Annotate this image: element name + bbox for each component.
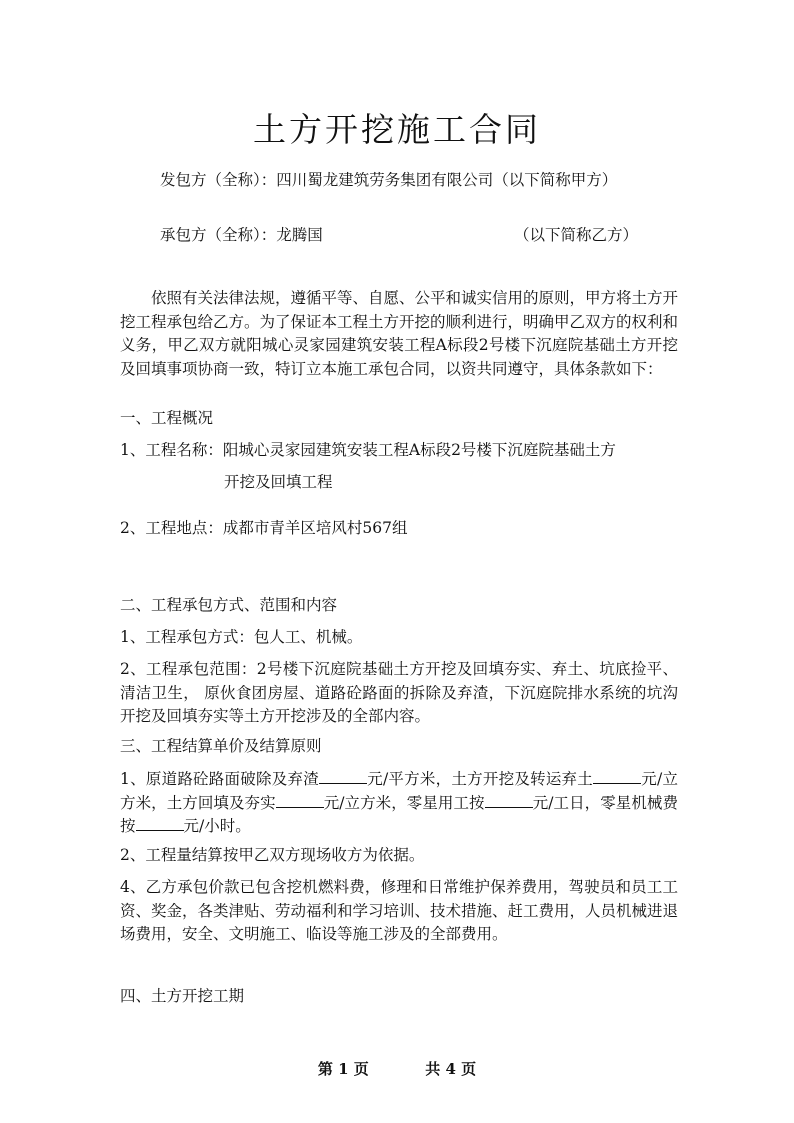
price-text-4: 元/立方米，零星用工按 [323, 793, 485, 812]
page-total: 共 4 页 [425, 1060, 477, 1078]
party-a-label: 发包方（全称）： [160, 171, 277, 189]
page-number: 第 1 页 [317, 1060, 369, 1078]
unit-prices-paragraph [120, 768, 678, 839]
party-a-alias: （以下简称甲方） [493, 171, 618, 189]
price-blank-3 [276, 793, 324, 808]
intro-paragraph: 依照有关法律法规，遵循平等、自愿、公平和诚实信用的原则，甲方将土方开挖工程承包给乙方。为了保证本工程土方开挖的顺利进行，明确甲乙双方的权利和义务，甲乙双方就阳城心灵家园建筑安装工程A标段2号楼下沉庭院基础土方开挖及回填事项协商一致，特订立本施工承包合同，以资共同遵守，具体条款如下： [120, 289, 679, 378]
project-name-value: 阳城心灵家园建筑安装工程A标段2号楼下沉庭院基础土方 [222, 441, 616, 459]
party-b-label: 承包方（全称）： [160, 226, 277, 244]
price-text-2: 元/平方米，土方开挖及转运弃土 [366, 770, 594, 788]
project-name-label: 1、工程名称： [120, 441, 223, 459]
project-name-line [120, 439, 616, 461]
document-title: 土方开挖施工合同 [253, 110, 541, 149]
party-b-name: 龙腾国 [276, 226, 323, 244]
price-blank-1 [319, 769, 367, 784]
price-blank-4 [485, 793, 533, 808]
project-location-label: 2、工程地点： [120, 519, 223, 537]
party-a-line [160, 169, 617, 191]
price-blank-5 [136, 816, 184, 831]
project-name-continuation: 开挖及回填工程 [224, 473, 333, 491]
section3-heading: 三、工程结算单价及结算原则 [120, 737, 322, 755]
project-location-line [120, 517, 407, 539]
price-text-5: 元/工日，零星机械费按 [120, 793, 678, 835]
price-text-1: 1、原道路砼路面破除及弃渣 [120, 770, 319, 788]
contract-method: 1、工程承包方式：包人工、机械。 [120, 628, 363, 646]
price-inclusions: 4、乙方承包价款已包含挖机燃料费，修理和日常维护保养费用，驾驶员和员工工资、奖金，各类津贴、劳动福利和学习培训、技术措施、赶工费用，人员机械进退场费用，安全、文明施工、临设等施工涉及的全部费用。 [120, 878, 679, 943]
price-blank-2 [593, 769, 641, 784]
party-b-line [160, 224, 323, 246]
settlement-basis: 2、工程量结算按甲乙双方现场收方为依据。 [120, 846, 425, 864]
contract-scope: 2、工程承包范围：2号楼下沉庭院基础土方开挖及回填夯实、弃土、坑底捡平、清洁卫生， 原伙食团房屋、道路砼路面的拆除及弃渣，下沉庭院排水系统的坑沟开挖及回填夯实等土方开挖涉及的全部内容。 [120, 660, 678, 725]
price-text-3: 元/立方米，土方回填及夯实 [120, 770, 678, 812]
project-location-value: 成都市青羊区培风村567组 [222, 519, 408, 537]
party-b-alias: （以下简称乙方） [514, 226, 639, 244]
section4-heading: 四、土方开挖工期 [120, 987, 245, 1005]
price-text-6: 元/小时。 [183, 817, 251, 835]
section2-heading: 二、工程承包方式、范围和内容 [120, 596, 338, 614]
party-a-name: 四川蜀龙建筑劳务集团有限公司 [276, 171, 494, 189]
section1-heading: 一、工程概况 [120, 409, 214, 427]
page-footer [0, 1058, 794, 1079]
